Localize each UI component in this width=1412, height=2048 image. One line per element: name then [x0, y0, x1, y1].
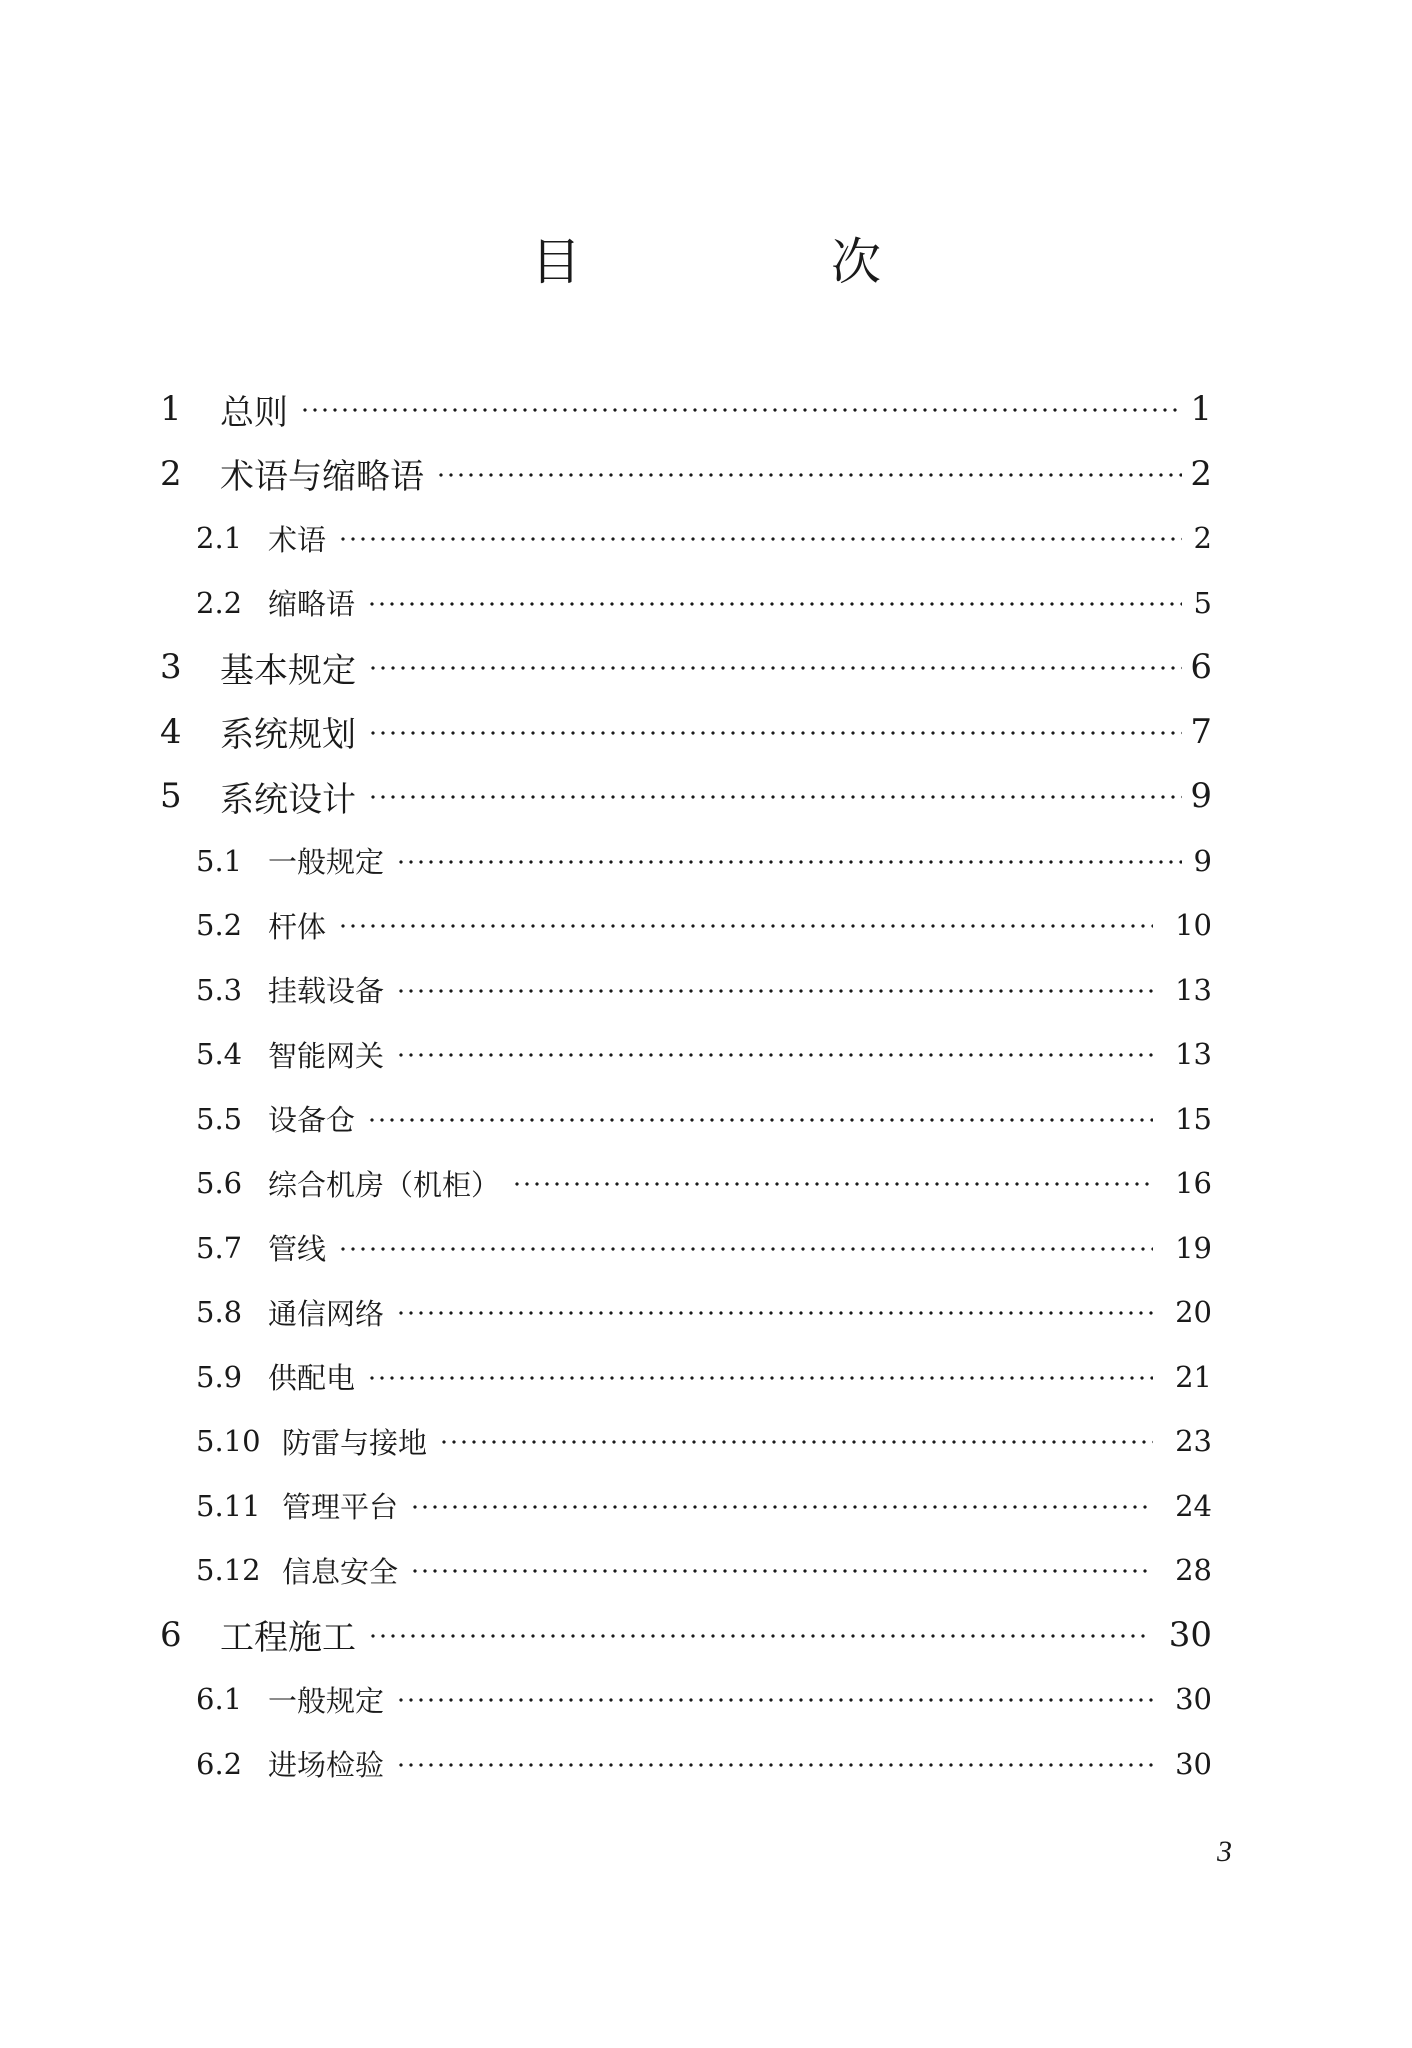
toc-entry[interactable]	[196, 1224, 1212, 1272]
toc-dot-leader	[396, 1310, 1153, 1316]
toc-entry[interactable]	[160, 1611, 1212, 1659]
toc-entry-number: 2	[160, 453, 182, 494]
toc-dot-leader	[367, 601, 1182, 607]
toc-dot-leader	[300, 407, 1182, 413]
toc-dot-leader	[368, 730, 1182, 736]
toc-entry-page: 13	[1175, 972, 1212, 1007]
toc-entry-label: 设备仓	[268, 1103, 356, 1137]
toc-entry-page: 16	[1175, 1166, 1212, 1200]
toc-entry-number: 2.1	[196, 521, 243, 555]
toc-entry-number: 6.1	[196, 1682, 243, 1716]
toc-entry-page: 2	[1190, 453, 1212, 494]
toc-entry[interactable]	[196, 1482, 1212, 1530]
toc-entry[interactable]	[160, 772, 1212, 820]
toc-dot-leader	[396, 1052, 1153, 1058]
toc-entry-page: 23	[1175, 1424, 1212, 1458]
toc-entry-page: 9	[1193, 843, 1212, 878]
toc-entry-page: 1	[1190, 389, 1212, 429]
toc-entry[interactable]	[196, 837, 1212, 885]
toc-entry-number: 6	[160, 1614, 182, 1655]
toc-entry-label: 术语	[268, 522, 327, 557]
toc-entry[interactable]	[196, 514, 1212, 562]
toc-entry-page: 10	[1175, 908, 1212, 942]
toc-dot-leader	[367, 1117, 1153, 1123]
toc-entry[interactable]	[196, 1417, 1212, 1465]
toc-entry-page: 30	[1168, 1614, 1212, 1655]
toc-dot-leader	[368, 794, 1182, 800]
toc-entry-number: 5.7	[196, 1230, 243, 1265]
toc-entry-label: 一般规定	[268, 845, 385, 879]
toc-dot-leader	[396, 859, 1182, 865]
toc-entry[interactable]	[196, 901, 1212, 949]
toc-entry-label: 供配电	[268, 1361, 356, 1395]
toc-entry[interactable]	[196, 966, 1212, 1014]
toc-entry-page: 30	[1175, 1746, 1212, 1781]
toc-entry[interactable]	[196, 1288, 1212, 1336]
toc-entry-number: 5.11	[196, 1488, 261, 1523]
toc-entry-number: 5.1	[196, 843, 243, 878]
toc-dot-leader	[439, 1439, 1153, 1445]
toc-dot-leader	[396, 1697, 1153, 1703]
toc-entry-number: 5.5	[196, 1101, 243, 1136]
toc-entry-number: 5.9	[196, 1359, 243, 1394]
toc-entry-label: 系统设计	[220, 779, 356, 820]
toc-entry-label: 系统规划	[220, 715, 356, 755]
toc-dot-leader	[410, 1504, 1153, 1510]
toc-entry-number: 5.3	[196, 972, 243, 1007]
toc-entry-label: 挂载设备	[268, 974, 385, 1008]
toc-dot-leader	[368, 665, 1182, 671]
toc-entry-label: 一般规定	[268, 1683, 385, 1718]
toc-entry-page: 28	[1175, 1553, 1212, 1587]
toc-entry-number: 5.4	[196, 1037, 243, 1071]
toc-entry-label: 管理平台	[282, 1490, 399, 1524]
toc-entry[interactable]	[196, 1030, 1212, 1078]
toc-entry-page: 19	[1175, 1230, 1212, 1265]
toc-dot-leader	[396, 988, 1153, 994]
toc-dot-leader	[436, 472, 1182, 478]
toc-entry-number: 6.2	[196, 1746, 243, 1781]
toc-entry-number: 5.12	[196, 1553, 261, 1587]
toc-entry-page: 21	[1175, 1359, 1212, 1394]
toc-entry-label: 缩略语	[268, 587, 356, 621]
page-title: 目 次	[531, 233, 981, 291]
toc-entry-label: 基本规定	[220, 650, 356, 691]
toc-entry-number: 5.2	[196, 908, 243, 942]
toc-entry-number: 5.10	[196, 1424, 261, 1458]
toc-entry[interactable]	[196, 1159, 1212, 1207]
toc-entry-label: 管线	[268, 1232, 327, 1266]
toc-entry-label: 总则	[220, 392, 288, 433]
toc-dot-leader	[368, 1633, 1147, 1639]
toc-entry-label: 工程施工	[220, 1618, 356, 1658]
toc-entry-page: 30	[1175, 1682, 1212, 1716]
toc-entry-page: 24	[1175, 1488, 1212, 1523]
toc-entry[interactable]	[160, 643, 1212, 691]
toc-entry-page: 9	[1190, 776, 1212, 816]
page-number: 3	[1217, 1835, 1232, 1868]
toc-dot-leader	[338, 536, 1182, 542]
toc-entry-page: 2	[1193, 521, 1212, 555]
toc-entry[interactable]	[196, 1095, 1212, 1143]
toc-entry-label: 信息安全	[282, 1554, 399, 1589]
toc-entry-number: 3	[160, 647, 182, 687]
toc-entry-label: 进场检验	[268, 1748, 385, 1782]
toc-entry-label: 术语与缩略语	[220, 457, 424, 497]
toc-entry-number: 2.2	[196, 585, 243, 620]
toc-dot-leader	[410, 1568, 1153, 1574]
toc-dot-leader	[367, 1375, 1153, 1381]
toc-entry-page: 15	[1175, 1101, 1212, 1136]
toc-entry-label: 防雷与接地	[282, 1425, 428, 1460]
toc-entry-page: 20	[1175, 1295, 1212, 1329]
toc-entry[interactable]	[196, 1675, 1212, 1723]
toc-dot-leader	[396, 1762, 1153, 1768]
toc-entry[interactable]	[196, 1353, 1212, 1401]
toc-dot-leader	[338, 923, 1153, 929]
toc-entry-label: 综合机房（机柜）	[268, 1167, 501, 1202]
toc-entry-label: 杆体	[268, 909, 327, 944]
toc-entry[interactable]	[196, 1546, 1212, 1594]
toc-entry[interactable]	[196, 579, 1212, 627]
toc-entry-page: 6	[1190, 647, 1212, 687]
toc-entry-number: 4	[160, 711, 182, 752]
toc-entry-number: 5	[160, 776, 182, 816]
toc-entry-label: 智能网关	[268, 1038, 385, 1073]
toc-entry[interactable]	[160, 708, 1212, 756]
toc-entry-label: 通信网络	[268, 1296, 385, 1331]
toc-entry-number: 5.8	[196, 1295, 243, 1329]
toc-entry-page: 7	[1190, 711, 1212, 752]
toc-entry-number: 1	[160, 389, 182, 429]
toc-entry[interactable]	[160, 450, 1212, 498]
toc-entry-page: 5	[1193, 585, 1212, 620]
toc-dot-leader	[512, 1181, 1153, 1187]
toc-entry[interactable]	[160, 385, 1212, 433]
toc-dot-leader	[338, 1246, 1153, 1252]
toc-entry-page: 13	[1175, 1037, 1212, 1071]
toc-entry[interactable]	[196, 1740, 1212, 1788]
toc-entry-number: 5.6	[196, 1166, 243, 1200]
